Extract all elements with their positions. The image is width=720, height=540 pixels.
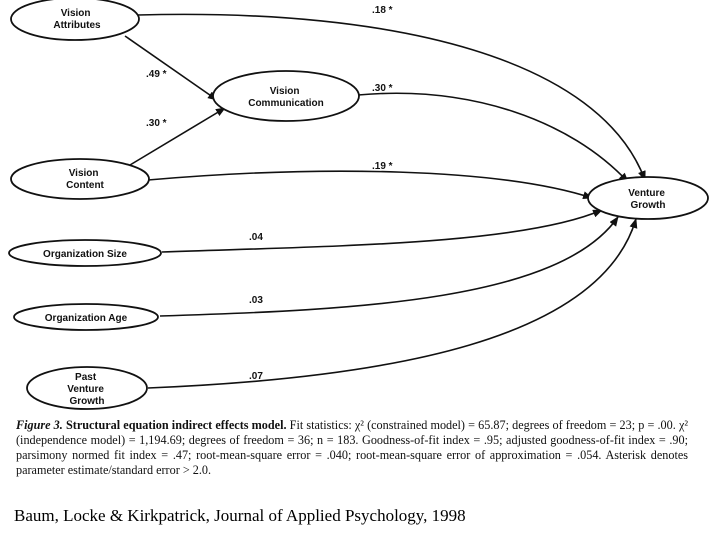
figure-caption [16,418,688,478]
coef-past-to-growth: .07 [249,371,263,382]
coef-attributes-to-growth: .18 * [372,5,393,16]
label-vision-attributes: Vision Attributes [53,8,101,31]
label-organization-age: Organization Age [44,313,128,324]
path-attributes-to-communication [125,36,217,100]
citation: Baum, Locke & Kirkpatrick, Journal of Applied Psychology, 1998 [14,506,466,525]
path-communication-to-growth [358,93,628,182]
label-organization-size: Organization Size [43,249,127,260]
path-content-to-communication [130,108,225,165]
node-vision-content [11,159,149,199]
coef-content-to-communication: .30 * [146,118,167,129]
figure-title: Structural equation indirect effects model. [65,418,287,432]
coef-attributes-to-communication: .49 * [146,69,167,80]
path-size-to-growth [162,210,602,252]
path-past-to-growth [148,219,636,388]
label-past-venture-growth: Past Venture Growth [67,372,105,407]
label-vision-content: Vision Content [66,168,104,191]
label-vision-communication: Vision Communication [248,86,324,109]
path-content-to-growth [148,171,592,198]
path-age-to-growth [160,217,618,316]
coef-communication-to-growth: .30 * [372,83,393,94]
label-venture-growth: Venture Growth [628,188,666,211]
coef-size-to-growth: .04 [249,232,263,243]
coef-content-to-growth: .19 * [372,161,393,172]
coef-age-to-growth: .03 [249,295,263,306]
figure-caption-body: Fit statistics: χ² (constrained model) = 65.87; degrees of freedom = 23; p = .00. χ² (independence model) = 1,194.69; degrees of freedom = 36; n = 183. Goodness-of-fit index = .95; adjusted goodness-of-fit index = .90; parsimony normed fit index = .47; root-mean-square error = .040; root-mean-square error of approximation = .054. Asterisk denotes parameter estimate/standard error > 2.0. [16,418,689,477]
figure-label: Figure 3. [16,418,63,432]
